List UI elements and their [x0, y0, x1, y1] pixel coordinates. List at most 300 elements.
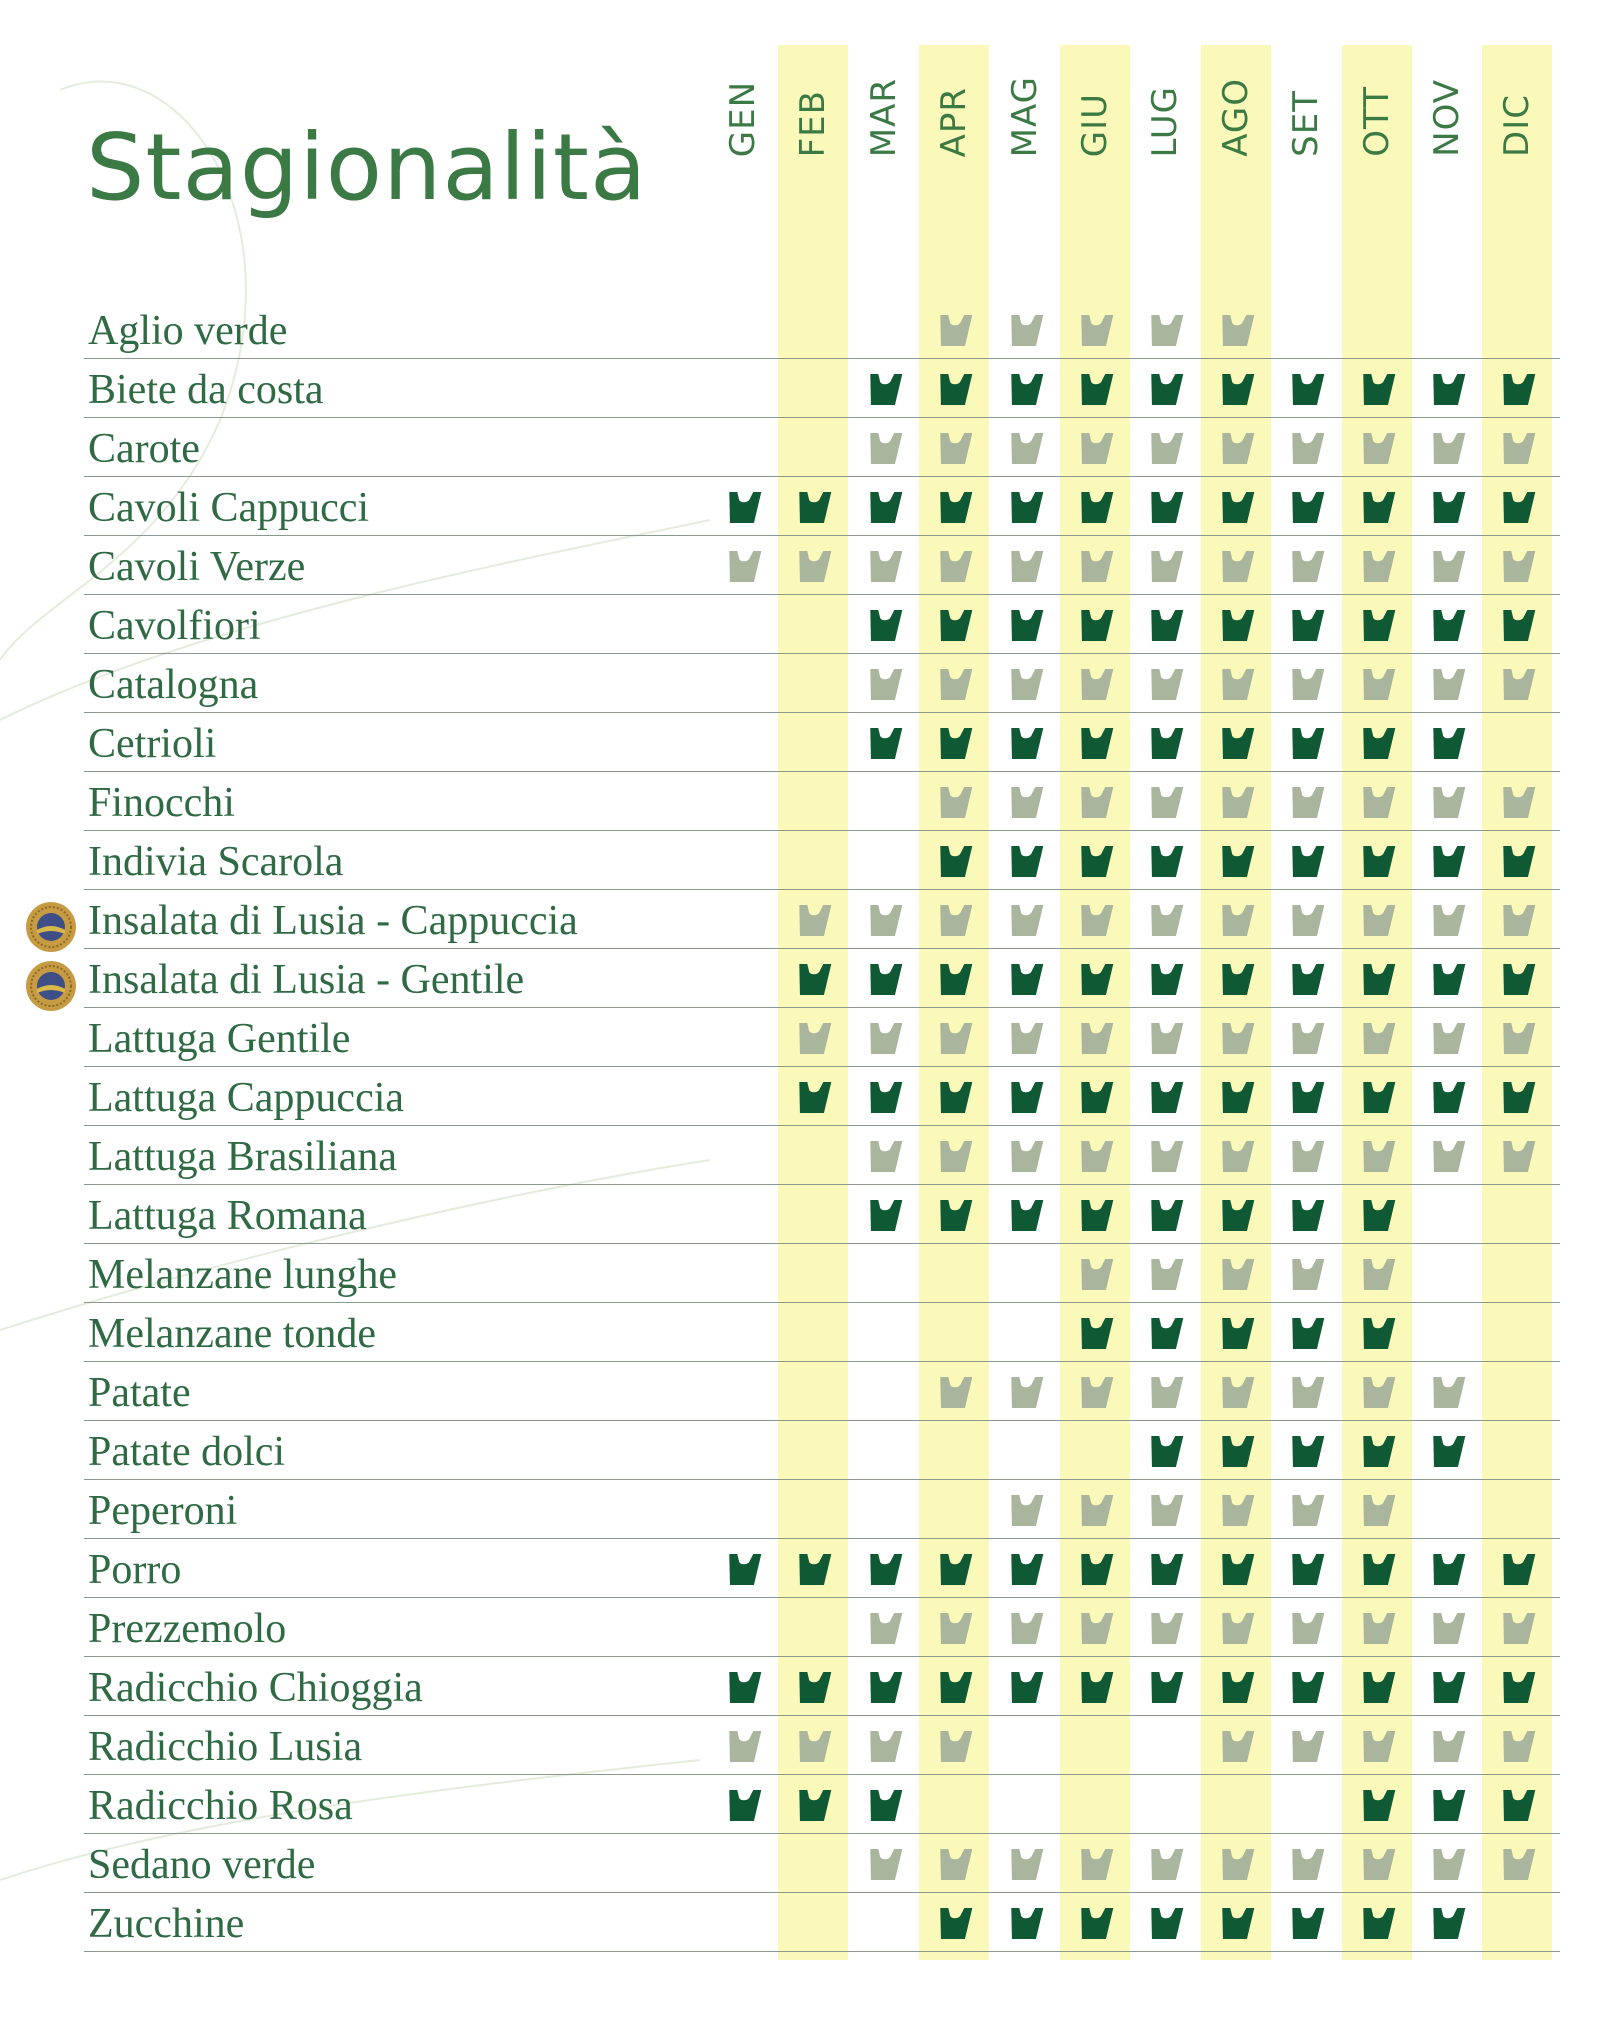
shopping-bag-icon [1497, 1549, 1537, 1589]
season-mark-apr [919, 1067, 989, 1126]
season-mark-nov [1412, 359, 1482, 418]
shopping-bag-icon [1497, 487, 1537, 527]
shopping-bag-icon [1075, 428, 1115, 468]
shopping-bag-icon [1357, 605, 1397, 645]
season-mark-mar [849, 595, 919, 654]
shopping-bag-icon [1286, 1136, 1326, 1176]
season-mark-giu [1060, 654, 1130, 713]
shopping-bag-icon [1357, 664, 1397, 704]
shopping-bag-icon [1216, 782, 1256, 822]
shopping-bag-icon [1427, 900, 1467, 940]
season-mark-apr [919, 831, 989, 890]
season-mark-mag [990, 300, 1060, 359]
shopping-bag-icon [1005, 1018, 1045, 1058]
shopping-bag-icon [934, 369, 974, 409]
season-mark-apr [919, 890, 989, 949]
shopping-bag-icon [1216, 1313, 1256, 1353]
shopping-bag-icon [1145, 841, 1185, 881]
month-label: MAR [863, 77, 904, 157]
season-mark-giu [1060, 831, 1130, 890]
shopping-bag-icon [1075, 723, 1115, 763]
produce-name: Radicchio Lusia [88, 1723, 363, 1770]
shopping-bag-icon [1005, 1903, 1045, 1943]
shopping-bag-icon [934, 1077, 974, 1117]
season-mark-dic [1482, 595, 1552, 654]
shopping-bag-icon [934, 1608, 974, 1648]
shopping-bag-icon [1075, 369, 1115, 409]
table-row [0, 536, 1560, 595]
shopping-bag-icon [864, 1136, 904, 1176]
shopping-bag-icon [934, 1372, 974, 1412]
shopping-bag-icon [864, 1195, 904, 1235]
season-mark-nov [1412, 418, 1482, 477]
shopping-bag-icon [1005, 605, 1045, 645]
season-mark-mag [990, 1657, 1060, 1716]
month-label: DIC [1497, 94, 1538, 157]
month-label: NOV [1427, 79, 1467, 157]
season-mark-giu [1060, 1126, 1130, 1185]
shopping-bag-icon [1145, 546, 1185, 586]
shopping-bag-icon [1497, 546, 1537, 586]
shopping-bag-icon [1427, 1726, 1467, 1766]
shopping-bag-icon [934, 605, 974, 645]
season-mark-mar [849, 949, 919, 1008]
season-mark-mag [990, 1126, 1060, 1185]
produce-name: Lattuga Romana [88, 1192, 367, 1239]
season-mark-lug [1130, 1244, 1200, 1303]
shopping-bag-icon [1216, 959, 1256, 999]
season-mark-ago [1201, 418, 1271, 477]
season-mark-mag [990, 1185, 1060, 1244]
shopping-bag-icon [1357, 1844, 1397, 1884]
shopping-bag-icon [1357, 1431, 1397, 1471]
shopping-bag-icon [1286, 1018, 1326, 1058]
shopping-bag-icon [1216, 664, 1256, 704]
season-mark-giu [1060, 1008, 1130, 1067]
season-mark-apr [919, 359, 989, 418]
season-mark-ott [1342, 1421, 1412, 1480]
season-mark-nov [1412, 595, 1482, 654]
season-mark-lug [1130, 1657, 1200, 1716]
shopping-bag-icon [793, 1726, 833, 1766]
shopping-bag-icon [1427, 369, 1467, 409]
season-mark-ago [1201, 1421, 1271, 1480]
produce-name: Cavolfiori [88, 602, 261, 649]
shopping-bag-icon [1427, 1903, 1467, 1943]
season-mark-giu [1060, 1244, 1130, 1303]
season-mark-set [1271, 713, 1341, 772]
season-mark-giu [1060, 595, 1130, 654]
shopping-bag-icon [1286, 546, 1326, 586]
season-mark-apr [919, 477, 989, 536]
season-mark-ott [1342, 1834, 1412, 1893]
table-row [0, 1362, 1560, 1421]
season-mark-ago [1201, 1126, 1271, 1185]
produce-name: Radicchio Rosa [88, 1782, 353, 1829]
season-mark-ago [1201, 1008, 1271, 1067]
season-mark-ott [1342, 477, 1412, 536]
season-mark-lug [1130, 595, 1200, 654]
season-mark-nov [1412, 831, 1482, 890]
season-mark-set [1271, 1834, 1341, 1893]
season-mark-lug [1130, 831, 1200, 890]
shopping-bag-icon [1005, 841, 1045, 881]
season-mark-nov [1412, 1834, 1482, 1893]
season-mark-gen [708, 1657, 778, 1716]
season-mark-set [1271, 418, 1341, 477]
shopping-bag-icon [1145, 605, 1185, 645]
season-mark-dic [1482, 359, 1552, 418]
shopping-bag-icon [1145, 959, 1185, 999]
season-mark-apr [919, 772, 989, 831]
season-mark-set [1271, 1657, 1341, 1716]
shopping-bag-icon [1286, 664, 1326, 704]
table-row [0, 890, 1560, 949]
shopping-bag-icon [1145, 1490, 1185, 1530]
shopping-bag-icon [1497, 1726, 1537, 1766]
shopping-bag-icon [864, 1608, 904, 1648]
shopping-bag-icon [1145, 1549, 1185, 1589]
season-mark-nov [1412, 772, 1482, 831]
season-mark-set [1271, 1421, 1341, 1480]
shopping-bag-icon [1286, 1726, 1326, 1766]
season-mark-lug [1130, 1834, 1200, 1893]
shopping-bag-icon [1075, 605, 1115, 645]
produce-name: Biete da costa [88, 366, 324, 413]
shopping-bag-icon [934, 546, 974, 586]
month-header-nov [1412, 52, 1482, 157]
produce-name: Sedano verde [88, 1841, 316, 1888]
shopping-bag-icon [1357, 723, 1397, 763]
month-header-ago [1201, 52, 1271, 157]
shopping-bag-icon [934, 782, 974, 822]
season-mark-nov [1412, 713, 1482, 772]
season-mark-mar [849, 654, 919, 713]
season-mark-mag [990, 713, 1060, 772]
season-mark-giu [1060, 1185, 1130, 1244]
shopping-bag-icon [1145, 1018, 1185, 1058]
shopping-bag-icon [1427, 1077, 1467, 1117]
shopping-bag-icon [1075, 1018, 1115, 1058]
shopping-bag-icon [793, 1077, 833, 1117]
shopping-bag-icon [1005, 1077, 1045, 1117]
season-mark-ago [1201, 1480, 1271, 1539]
shopping-bag-icon [1427, 1431, 1467, 1471]
table-row [0, 1244, 1560, 1303]
season-mark-lug [1130, 713, 1200, 772]
season-mark-mag [990, 1008, 1060, 1067]
season-mark-lug [1130, 654, 1200, 713]
season-mark-dic [1482, 654, 1552, 713]
shopping-bag-icon [1427, 1018, 1467, 1058]
shopping-bag-icon [1216, 1431, 1256, 1471]
shopping-bag-icon [1005, 369, 1045, 409]
season-mark-set [1271, 949, 1341, 1008]
season-mark-ago [1201, 1539, 1271, 1598]
season-mark-dic [1482, 1716, 1552, 1775]
shopping-bag-icon [1145, 1254, 1185, 1294]
shopping-bag-icon [1005, 1372, 1045, 1412]
season-mark-set [1271, 536, 1341, 595]
season-mark-lug [1130, 418, 1200, 477]
season-mark-lug [1130, 1303, 1200, 1362]
season-mark-dic [1482, 1657, 1552, 1716]
season-mark-ago [1201, 1893, 1271, 1952]
season-mark-gen [708, 1716, 778, 1775]
season-mark-dic [1482, 1834, 1552, 1893]
season-mark-giu [1060, 1303, 1130, 1362]
month-label: OTT [1356, 86, 1397, 157]
shopping-bag-icon [1216, 369, 1256, 409]
season-mark-gen [708, 536, 778, 595]
table-row [0, 1126, 1560, 1185]
season-mark-mag [990, 1362, 1060, 1421]
season-mark-lug [1130, 1362, 1200, 1421]
season-mark-mar [849, 1775, 919, 1834]
shopping-bag-icon [1075, 487, 1115, 527]
month-header-apr [919, 52, 989, 157]
season-mark-giu [1060, 1893, 1130, 1952]
shopping-bag-icon [1427, 1844, 1467, 1884]
shopping-bag-icon [1145, 1844, 1185, 1884]
season-mark-gen [708, 477, 778, 536]
season-mark-lug [1130, 1067, 1200, 1126]
season-mark-nov [1412, 1716, 1482, 1775]
table-row [0, 1657, 1560, 1716]
shopping-bag-icon [1005, 1667, 1045, 1707]
shopping-bag-icon [934, 664, 974, 704]
shopping-bag-icon [1075, 1372, 1115, 1412]
season-mark-lug [1130, 1598, 1200, 1657]
shopping-bag-icon [793, 546, 833, 586]
shopping-bag-icon [1427, 1785, 1467, 1825]
shopping-bag-icon [1286, 1077, 1326, 1117]
shopping-bag-icon [1286, 1667, 1326, 1707]
season-mark-mar [849, 1539, 919, 1598]
shopping-bag-icon [1005, 1490, 1045, 1530]
shopping-bag-icon [793, 487, 833, 527]
table-row [0, 1775, 1560, 1834]
season-mark-lug [1130, 300, 1200, 359]
season-mark-ott [1342, 536, 1412, 595]
shopping-bag-icon [1427, 487, 1467, 527]
season-mark-mag [990, 1067, 1060, 1126]
shopping-bag-icon [1075, 1254, 1115, 1294]
season-mark-dic [1482, 1598, 1552, 1657]
season-mark-mag [990, 831, 1060, 890]
season-mark-ago [1201, 1834, 1271, 1893]
season-mark-ott [1342, 359, 1412, 418]
table-row [0, 713, 1560, 772]
shopping-bag-icon [864, 546, 904, 586]
season-mark-giu [1060, 418, 1130, 477]
season-mark-ott [1342, 1657, 1412, 1716]
shopping-bag-icon [1005, 487, 1045, 527]
shopping-bag-icon [1005, 1136, 1045, 1176]
season-mark-apr [919, 1657, 989, 1716]
season-mark-ott [1342, 1244, 1412, 1303]
produce-name: Lattuga Brasiliana [88, 1133, 398, 1180]
season-mark-apr [919, 300, 989, 359]
season-mark-apr [919, 1893, 989, 1952]
shopping-bag-icon [1075, 1608, 1115, 1648]
month-header-mag [990, 52, 1060, 157]
shopping-bag-icon [1075, 1903, 1115, 1943]
season-mark-apr [919, 1126, 989, 1185]
shopping-bag-icon [1075, 664, 1115, 704]
month-label: SET [1286, 90, 1327, 157]
shopping-bag-icon [1075, 900, 1115, 940]
shopping-bag-icon [1286, 1372, 1326, 1412]
season-mark-nov [1412, 536, 1482, 595]
season-mark-ott [1342, 1539, 1412, 1598]
season-mark-feb [778, 1539, 848, 1598]
season-mark-dic [1482, 418, 1552, 477]
month-label: LUG [1145, 85, 1186, 157]
shopping-bag-icon [1286, 959, 1326, 999]
season-mark-feb [778, 536, 848, 595]
season-mark-apr [919, 1716, 989, 1775]
shopping-bag-icon [1075, 1077, 1115, 1117]
season-mark-mag [990, 595, 1060, 654]
shopping-bag-icon [1357, 369, 1397, 409]
season-mark-set [1271, 1716, 1341, 1775]
shopping-bag-icon [1005, 723, 1045, 763]
season-mark-ott [1342, 1480, 1412, 1539]
shopping-bag-icon [1005, 664, 1045, 704]
shopping-bag-icon [723, 1667, 763, 1707]
shopping-bag-icon [723, 1785, 763, 1825]
season-mark-nov [1412, 1539, 1482, 1598]
season-mark-nov [1412, 1657, 1482, 1716]
season-mark-giu [1060, 536, 1130, 595]
shopping-bag-icon [1357, 782, 1397, 822]
season-mark-ago [1201, 1244, 1271, 1303]
season-mark-set [1271, 1067, 1341, 1126]
shopping-bag-icon [1145, 1667, 1185, 1707]
season-mark-mar [849, 1834, 919, 1893]
shopping-bag-icon [1075, 841, 1115, 881]
shopping-bag-icon [1357, 1018, 1397, 1058]
season-mark-ago [1201, 1303, 1271, 1362]
season-mark-apr [919, 595, 989, 654]
shopping-bag-icon [1357, 1136, 1397, 1176]
shopping-bag-icon [1357, 1372, 1397, 1412]
season-mark-ott [1342, 1185, 1412, 1244]
produce-name: Melanzane tonde [88, 1310, 377, 1357]
shopping-bag-icon [864, 1549, 904, 1589]
table-row [0, 1067, 1560, 1126]
shopping-bag-icon [1075, 782, 1115, 822]
shopping-bag-icon [1497, 664, 1537, 704]
shopping-bag-icon [1005, 959, 1045, 999]
season-mark-dic [1482, 890, 1552, 949]
season-mark-apr [919, 1185, 989, 1244]
season-mark-mag [990, 536, 1060, 595]
season-mark-ago [1201, 595, 1271, 654]
shopping-bag-icon [1216, 1903, 1256, 1943]
shopping-bag-icon [1005, 900, 1045, 940]
shopping-bag-icon [934, 1667, 974, 1707]
shopping-bag-icon [1216, 605, 1256, 645]
season-mark-apr [919, 654, 989, 713]
season-mark-dic [1482, 1775, 1552, 1834]
season-mark-giu [1060, 713, 1130, 772]
season-mark-mar [849, 713, 919, 772]
season-mark-ott [1342, 713, 1412, 772]
season-mark-nov [1412, 1775, 1482, 1834]
shopping-bag-icon [1075, 1313, 1115, 1353]
shopping-bag-icon [1497, 782, 1537, 822]
shopping-bag-icon [1357, 1726, 1397, 1766]
month-label: APR [934, 86, 975, 157]
shopping-bag-icon [1145, 723, 1185, 763]
shopping-bag-icon [793, 1018, 833, 1058]
shopping-bag-icon [1216, 1844, 1256, 1884]
season-mark-lug [1130, 1421, 1200, 1480]
shopping-bag-icon [1145, 1313, 1185, 1353]
season-mark-dic [1482, 949, 1552, 1008]
shopping-bag-icon [864, 487, 904, 527]
shopping-bag-icon [1216, 1608, 1256, 1648]
season-mark-lug [1130, 1539, 1200, 1598]
produce-name: Zucchine [88, 1900, 245, 1947]
shopping-bag-icon [1005, 782, 1045, 822]
shopping-bag-icon [864, 428, 904, 468]
season-mark-mar [849, 1185, 919, 1244]
produce-name: Catalogna [88, 661, 259, 708]
shopping-bag-icon [1216, 1490, 1256, 1530]
shopping-bag-icon [1286, 1903, 1326, 1943]
shopping-bag-icon [1216, 487, 1256, 527]
season-mark-mar [849, 1657, 919, 1716]
season-mark-giu [1060, 359, 1130, 418]
season-mark-mar [849, 477, 919, 536]
shopping-bag-icon [1427, 959, 1467, 999]
season-mark-set [1271, 359, 1341, 418]
season-mark-nov [1412, 1067, 1482, 1126]
season-mark-mar [849, 418, 919, 477]
produce-name: Prezzemolo [88, 1605, 287, 1652]
month-header-ott [1342, 52, 1412, 157]
shopping-bag-icon [1286, 487, 1326, 527]
month-header-mar [849, 52, 919, 157]
shopping-bag-icon [1145, 1431, 1185, 1471]
season-mark-nov [1412, 654, 1482, 713]
shopping-bag-icon [1357, 1313, 1397, 1353]
season-mark-mar [849, 359, 919, 418]
shopping-bag-icon [1286, 782, 1326, 822]
shopping-bag-icon [1075, 1549, 1115, 1589]
shopping-bag-icon [934, 1844, 974, 1884]
season-mark-giu [1060, 477, 1130, 536]
season-mark-ott [1342, 831, 1412, 890]
table-row [0, 1893, 1560, 1952]
shopping-bag-icon [864, 1667, 904, 1707]
season-mark-nov [1412, 1362, 1482, 1421]
table-row [0, 831, 1560, 890]
season-mark-ott [1342, 772, 1412, 831]
table-row [0, 1716, 1560, 1775]
shopping-bag-icon [1286, 369, 1326, 409]
season-mark-apr [919, 713, 989, 772]
season-mark-gen [708, 1539, 778, 1598]
shopping-bag-icon [1286, 428, 1326, 468]
shopping-bag-icon [864, 605, 904, 645]
shopping-bag-icon [934, 428, 974, 468]
shopping-bag-icon [1427, 428, 1467, 468]
season-mark-gen [708, 1775, 778, 1834]
